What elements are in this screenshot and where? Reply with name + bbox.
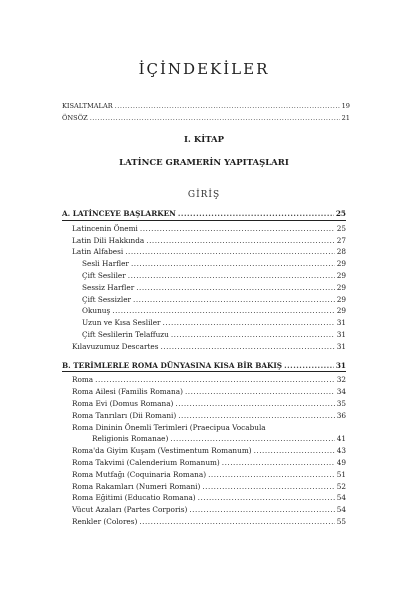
toc-entry[interactable]: Sesli Harfler ..... 29 [62,258,346,270]
toc-entry-label: ÖNSÖZ [62,114,88,122]
toc-entry-front-matter[interactable] [62,114,350,122]
toc-entry[interactable]: Latin Dili Hakkında ..... 27 [62,235,346,247]
dot-leader [90,114,340,122]
dot-leader [171,329,335,341]
toc-entry[interactable]: Roma'da Giyim Kuşam (Vestimentum Romanum) ..... 43 [62,445,346,457]
dot-leader [170,433,334,445]
dot-leader [115,102,340,110]
toc-entry[interactable]: Çift Sessizler ..... 29 [62,294,346,306]
toc-entry[interactable]: Roma Evi (Domus Romana) ..... 35 [62,398,346,410]
dot-leader [163,317,335,329]
toc-entry[interactable]: Roma Mutfağı (Coquinaria Romana) ..... 51 [62,469,346,481]
toc-entry[interactable]: Çift Sesliler ..... 29 [62,270,346,282]
dot-leader [133,294,335,306]
toc-entry-front-matter[interactable] [62,102,350,110]
toc-entry[interactable]: Kılavuzumuz Descartes ..... 31 [62,341,346,353]
toc-entry[interactable]: Vücut Azaları (Partes Corporis) ..... 54 [62,504,346,516]
dot-leader [128,270,335,282]
dot-leader [202,481,334,493]
dot-leader [189,504,334,516]
dot-leader [160,341,334,353]
table-of-contents [62,208,346,528]
toc-entry[interactable]: Roma Ailesi (Familis Romana) ..... 34 [62,386,346,398]
dot-leader [198,492,335,504]
toc-entry[interactable]: Roma ..... 32 [62,374,346,386]
dot-leader [185,386,335,398]
toc-entry-continuation[interactable]: Religionis Romanae) ..... 41 [62,433,346,445]
dot-leader [112,305,334,317]
dot-leader [125,246,335,258]
dot-leader [146,235,334,247]
dot-leader [136,282,335,294]
toc-entry-wrapped[interactable]: Roma Dininin Önemli Terimleri (Praecipua Vocabula [72,422,266,432]
dot-leader [139,516,334,528]
dot-leader [175,398,334,410]
dot-leader [208,469,335,481]
dot-leader [131,258,335,270]
dot-leader [254,445,335,457]
book-subtitle: LATİNCE GRAMERİN YAPITAŞLARI [119,158,289,168]
toc-page-number: 19 [341,102,350,110]
dot-leader [178,208,334,220]
toc-entry[interactable]: Roma Tanrıları (Dii Romani) ..... 36 [62,410,346,422]
dot-leader [284,360,334,372]
dot-leader [140,223,335,235]
toc-entry[interactable]: Roma Rakamları (Numeri Romani) ..... 52 [62,481,346,493]
toc-section-b[interactable]: B. TERİMLERLE ROMA DÜNYASINA KISA BİR BAKIŞ ..... 31 [62,360,346,373]
toc-entry-label: KISALTMALAR [62,102,113,110]
toc-entry[interactable]: Latincenin Önemi ..... 25 [62,223,346,235]
toc-entry[interactable]: Okunuş ..... 29 [62,305,346,317]
toc-entry[interactable]: Renkler (Colores) ..... 55 [62,516,346,528]
dot-leader [95,374,335,386]
section-heading: GİRİŞ [187,190,221,200]
toc-page-number: 21 [341,114,350,122]
toc-entry[interactable]: Uzun ve Kısa Sesliler ..... 31 [62,317,346,329]
toc-entry[interactable]: Roma Takvimi (Calenderium Romanum) ..... 49 [62,457,346,469]
toc-entry[interactable]: Roma Eğitimi (Educatio Romana) ..... 54 [62,492,346,504]
book-title: I. KİTAP [183,135,225,145]
toc-entry[interactable]: Latin Alfabesi ..... 28 [62,246,346,258]
toc-entry[interactable]: Sessiz Harfler ..... 29 [62,282,346,294]
toc-entry[interactable]: Çift Seslilerin Telaffuzu ..... 31 [62,329,346,341]
section-spacer [62,353,346,360]
dot-leader [178,410,335,422]
dot-leader [222,457,335,469]
page-title: İÇİNDEKİLER [138,60,270,78]
toc-section-a[interactable]: A. LATİNCEYE BAŞLARKEN ..... 25 [62,208,346,221]
